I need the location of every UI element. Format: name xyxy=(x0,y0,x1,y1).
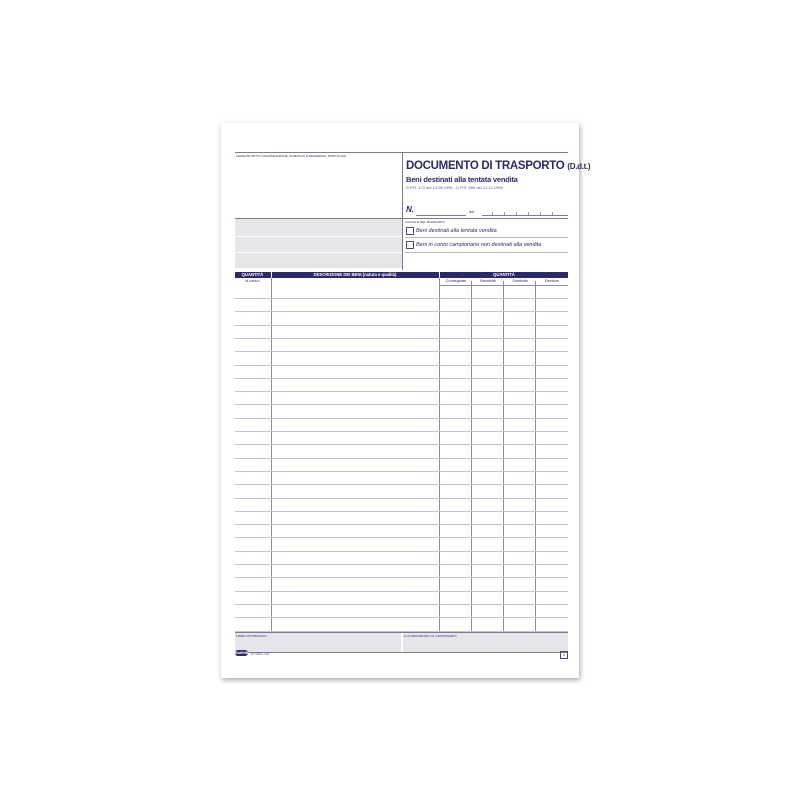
date-label: del xyxy=(469,209,475,214)
sender-label: CEDENTE (DITTA, DENOMINAZIONE, DOMICILIO O RESIDENZA, PARTITA IVA) xyxy=(236,154,347,158)
option-label-sale: Beni destinati alla tentata vendita xyxy=(416,228,497,234)
law-reference: D.P.R. 472 del 14.08.1996 - D.P.R. 696 del 21.12.1996 xyxy=(406,185,503,190)
document-title-text: DOCUMENTO DI TRASPORTO xyxy=(406,160,565,172)
subheader-delivered: Consegnate xyxy=(445,279,467,283)
option-checkbox-sale[interactable] xyxy=(406,227,414,235)
header-quantity-right: QUANTITÀ xyxy=(493,272,515,277)
table-row[interactable] xyxy=(235,604,568,605)
table-row[interactable] xyxy=(235,551,568,552)
table-row[interactable] xyxy=(235,431,568,432)
date-tick xyxy=(552,212,553,215)
subheader-returned: Restituite xyxy=(480,279,496,283)
table-row[interactable] xyxy=(235,631,568,632)
subheader-replaced: Sostituite xyxy=(512,279,528,283)
column-divider xyxy=(439,278,440,633)
option-label-samples: Beni in conto campionario non destinati alla vendita xyxy=(416,242,542,248)
date-tick xyxy=(504,212,505,215)
table-row[interactable] xyxy=(235,577,568,578)
table-row[interactable] xyxy=(235,351,568,352)
document-number-label: N. xyxy=(406,205,414,214)
table-row[interactable] xyxy=(235,298,568,299)
brand-logo: Buffetti xyxy=(235,651,249,655)
table-row[interactable] xyxy=(235,444,568,445)
date-tick xyxy=(528,212,529,215)
table-row[interactable] xyxy=(235,311,568,312)
sender-address-line xyxy=(235,252,402,253)
subheader-remaining: Residue xyxy=(545,279,559,283)
table-row[interactable] xyxy=(235,498,568,499)
column-divider xyxy=(271,278,272,633)
footer-bottom-line xyxy=(235,652,568,653)
table-row[interactable] xyxy=(235,471,568,472)
transport-document-sheet xyxy=(221,123,591,678)
sender-address-area xyxy=(235,219,402,268)
date-field[interactable] xyxy=(482,208,568,216)
signature-left-label: FIRMA AUTORIZZATO xyxy=(236,634,267,638)
header-quantity-left: QUANTITÀ xyxy=(241,272,264,277)
table-row[interactable] xyxy=(235,537,568,538)
product-code: 6746E0 1m xyxy=(251,652,269,656)
sender-address-line xyxy=(235,236,402,237)
date-tick xyxy=(492,212,493,215)
header-description: DESCRIZIONE DEI BENI (natura e qualità) xyxy=(313,272,397,277)
document-title-suffix: (D.d.t.) xyxy=(567,162,591,171)
document-subtitle: Beni destinati alla tentata vendita xyxy=(406,175,518,184)
option-separator xyxy=(405,237,568,238)
subheader-underline xyxy=(440,285,568,286)
table-row[interactable] xyxy=(235,325,568,326)
table-row[interactable] xyxy=(235,458,568,459)
table-row[interactable] xyxy=(235,511,568,512)
document-title xyxy=(406,160,590,172)
table-row[interactable] xyxy=(235,404,568,405)
table-row[interactable] xyxy=(235,484,568,485)
subheader-loaded: di carico xyxy=(245,279,260,283)
table-row[interactable] xyxy=(235,338,568,339)
page-number: 1 xyxy=(560,651,568,659)
signature-right-label: IL CONDUCENTE O IL CESSIONARIO xyxy=(404,634,457,638)
option-checkbox-samples[interactable] xyxy=(406,241,414,249)
table-row[interactable] xyxy=(235,418,568,419)
table-row[interactable] xyxy=(235,524,568,525)
header-divider xyxy=(402,152,403,270)
table-row[interactable] xyxy=(235,591,568,592)
table-row[interactable] xyxy=(235,391,568,392)
transport-reason-label: CAUSALE DEL TRASPORTO xyxy=(405,220,445,224)
table-row[interactable] xyxy=(235,564,568,565)
table-row[interactable] xyxy=(235,617,568,618)
document-number-field[interactable] xyxy=(416,215,466,216)
date-tick xyxy=(516,212,517,215)
table-row[interactable] xyxy=(235,378,568,379)
date-tick xyxy=(540,212,541,215)
option-separator xyxy=(405,252,568,253)
table-row[interactable] xyxy=(235,365,568,366)
